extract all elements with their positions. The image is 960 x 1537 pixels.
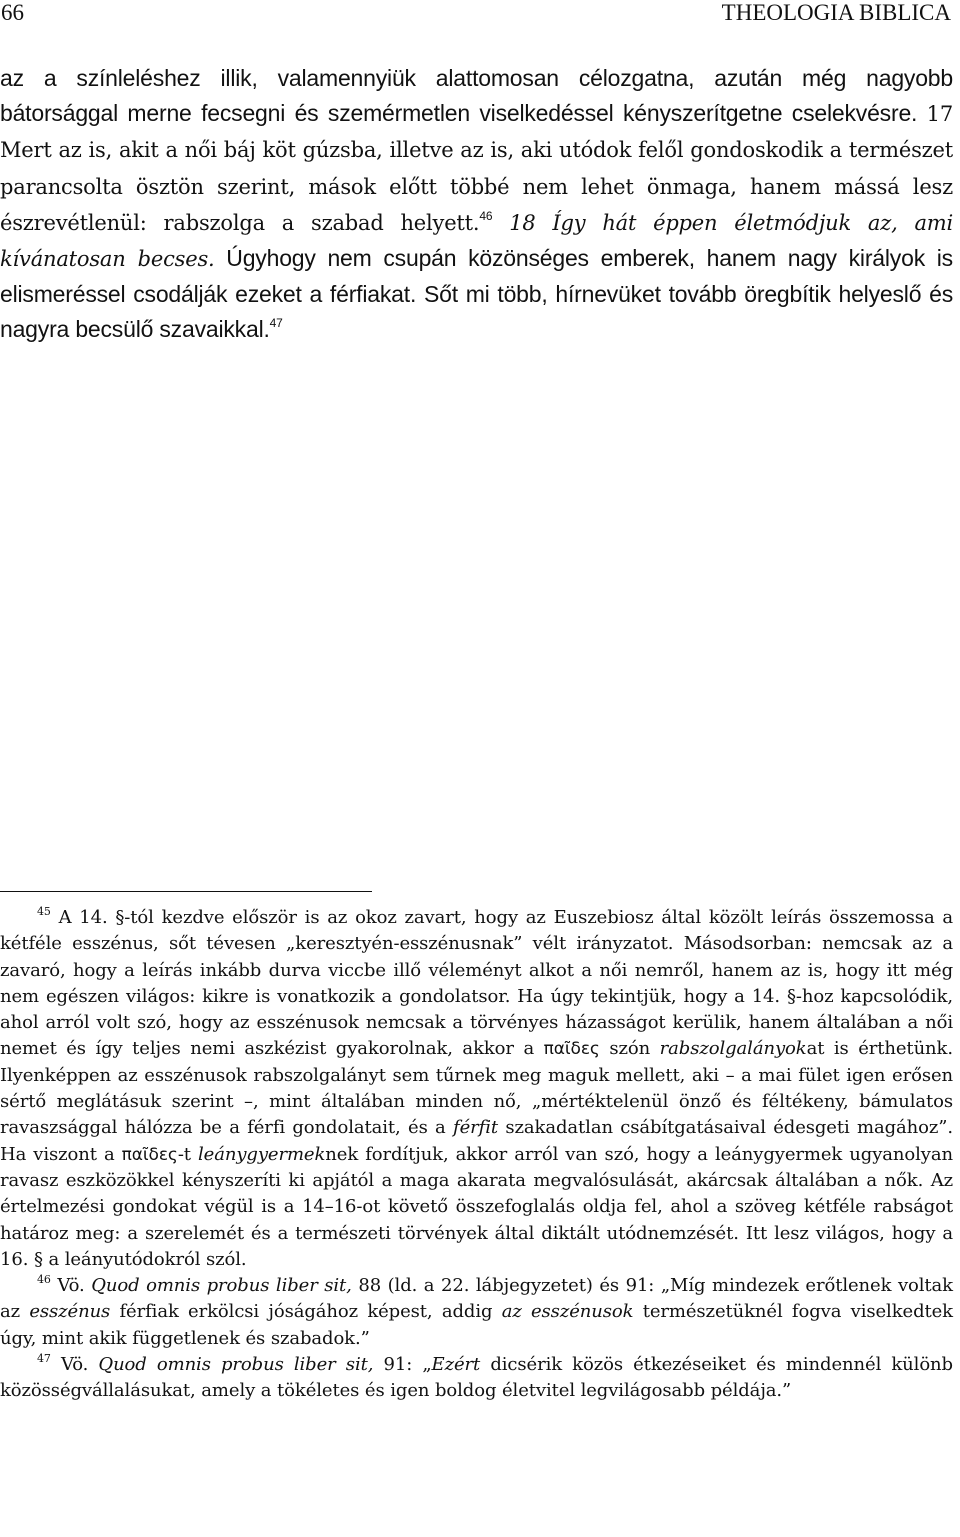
footnote-separator [0,891,372,892]
main-text-sentence-1: az a színleléshez illik, valamennyiük alattomosan célozgatna, azután még nagyobb bátorsággal merne fecsegni és szemérmetlen viselkedéssel kényszerítgetne cselekvésre. [0,65,953,127]
footnote-46 [0,1273,953,1352]
footnote-45-italic: férfit [453,1117,499,1139]
footnote-47-italic: Ezért [431,1354,481,1376]
footnote-47-text: 91: „ [373,1354,432,1376]
work-title: Quod omnis probus liber sit, [91,1275,352,1297]
main-text-closing: Úgyhogy nem csupán közönséges emberek, hanem nagy királyok is elismeréssel csodálják ezeket a férfiakat. Sőt mi több, hírnevüket tovább öregbítik helyeslő és nagyra becsülő szavaikkal. [0,245,953,343]
footnote-46-text: természetüknél fogva viselkedtek úgy, mint akik függetlenek és szabadok.” [0,1301,953,1349]
footnote-45-text: nek fordítjuk, akkor arról van szó, hogy a leánygyermek ugyanolyan ravasz eszközökkel kényszeríti ki apjától a maga akarata megvalósulását, akárcsak általában a nők. Az értelmezési gondokat végül is a 14–16-ot követő összefoglalás oldja fel, ahol a szöveg kétféle rabságot határoz meg: a szerelemét és a természeti törvények által diktált utódnemzését. Itt lesz világos, hogy a 16. § a leányutódokról szól. [0,1143,953,1270]
footnote-46-italic: az esszénusok [501,1301,634,1323]
footnote-46-text: Vö. [50,1275,92,1297]
footnote-45 [0,905,953,1273]
footnote-ref-47[interactable]: 47 [269,316,283,331]
footnote-mark-45: 45 [37,905,51,918]
footnote-45-text: at is érthetünk. Ilyenképpen az esszénusok rabszolgalányt sem tűrnek meg maguk mellett, aki – a mai fület igen erősen sértő meglátásuk szerint –, mint általában minden nő, „mértéktelenül önző és féltékeny, bámulatos ravaszsággal hálózza be a férfi gondolatait, és a [0,1038,953,1139]
greek-term: παῖδες [543,1039,600,1060]
footnote-46-italic: esszénus [29,1301,111,1323]
footnote-mark-46: 46 [37,1273,51,1287]
greek-term: παῖδες [121,1144,178,1165]
footnote-45-text: -t [177,1143,198,1165]
footnote-45-text: A 14. §-tól kezdve először is az okoz zavart, hogy az Euszebiosz által közölt leírás összemossa a kétféle esszénus, sőt tévesen „keresztyén-esszénusnak” vélt irányzatot. Másodsorban: nemcsak az a zavaró, hogy a leírás inkább durva viccbe illő véleményt alkot a női nemről, hanem az is, hogy itt még nem egészen világos: kikre is vonatkozik a gondolatsor. Ha úgy tekintjük, hogy a 14. §-hoz kapcsolódik, ahol arról volt szó, hogy az esszénusok nemcsak a törvényes házasságot kerülik, hanem általában a női nemet és így teljes nemi aszkézist gyakorolnak, akkor a [0,907,953,1060]
work-title: Quod omnis probus liber sit, [98,1354,374,1376]
footnote-47-text: Vö. [50,1354,99,1376]
footnote-47 [0,1352,953,1405]
main-text [0,61,953,348]
footnote-46-text: férfiak erkölcsi jóságához képest, addig [110,1301,502,1323]
footnotes [0,905,953,1405]
verse-17: 17 Mert az is, akit a női báj köt gúzsba, illetve az is, aki utódok felől gondoskodik a természet parancsolta ösztön szerint, mások előtt többé nem lehet önmaga, hanem mássá lesz észrevétlenül: rabszolga a szabad helyett. [0,102,953,235]
footnote-ref-46[interactable]: 46 [479,208,493,223]
footnote-47-text: dicsérik közös étkezéseiket és mindennél különb közösségvállalásukat, amely a tökéletes és igen boldog életvitel legvilágosabb példája.” [0,1354,953,1402]
running-header [0,0,951,28]
footnote-45-text: szakadatlan csábítgatásaival édesgeti magához”. Ha viszont a [0,1117,953,1165]
footnote-45-text: szón [599,1038,660,1060]
verse-18: 18 Így hát éppen életmódjuk az, ami kívánatosan becses. [0,210,954,272]
footnote-45-italic: leánygyermek [198,1143,326,1165]
running-title: THEOLOGIA BIBLICA [721,0,951,25]
footnote-45-italic: rabszolgalányok [659,1038,807,1060]
footnote-mark-47: 47 [37,1352,51,1366]
footnote-46-text: 88 (ld. a 22. lábjegyzetet) és 91: „Míg mindezek erőtlenek voltak az [0,1275,953,1323]
page-number: 66 [1,0,24,25]
